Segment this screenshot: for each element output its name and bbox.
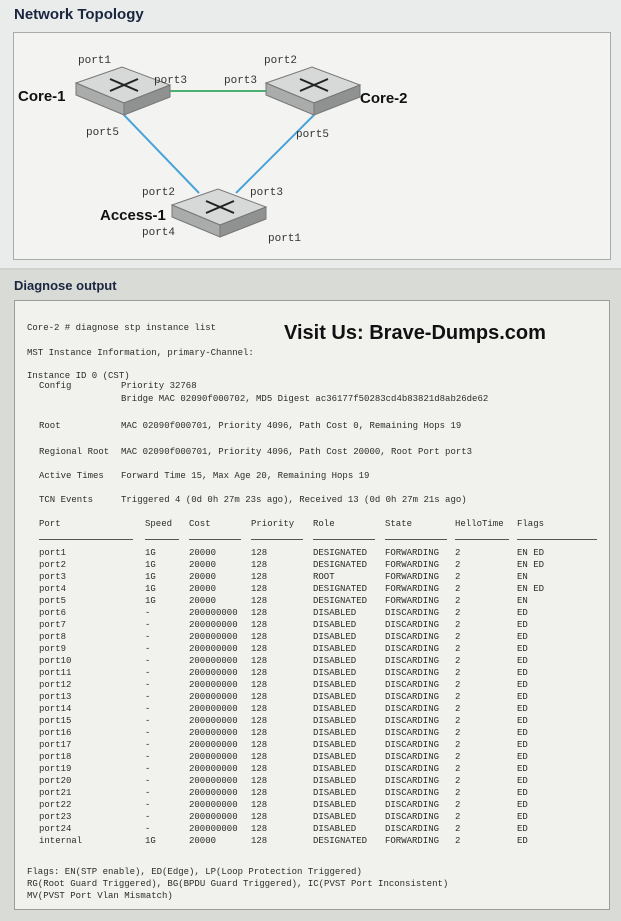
cell-flags: ED [517, 656, 528, 666]
cell-role: DISABLED [313, 776, 357, 786]
cell-hellotime: 2 [455, 704, 461, 714]
cell-cost: 200000000 [189, 704, 238, 714]
cell-priority: 128 [251, 812, 268, 822]
cell-cost: 20000 [189, 548, 217, 558]
cell-hellotime: 2 [455, 572, 461, 582]
cell-priority: 128 [251, 836, 268, 846]
cell-flags: ED [517, 836, 528, 846]
cell-speed: - [145, 800, 151, 810]
cell-state: DISCARDING [385, 812, 440, 822]
cell-hellotime: 2 [455, 776, 461, 786]
cell-flags: EN ED [517, 548, 545, 558]
cell-speed: - [145, 704, 151, 714]
cell-port: port7 [39, 620, 67, 630]
cell-speed: 1G [145, 548, 156, 558]
header-separator [39, 539, 133, 540]
cell-speed: - [145, 620, 151, 630]
cell-priority: 128 [251, 656, 268, 666]
cell-speed: 1G [145, 596, 156, 606]
cell-port: port4 [39, 584, 67, 594]
cell-role: DESIGNATED [313, 560, 368, 570]
cell-cost: 200000000 [189, 692, 238, 702]
cell-flags: ED [517, 728, 528, 738]
cell-flags: ED [517, 644, 528, 654]
table-row [15, 548, 609, 559]
cell-role: DISABLED [313, 800, 357, 810]
cell-cost: 200000000 [189, 812, 238, 822]
cell-state: FORWARDING [385, 560, 440, 570]
cell-port: port13 [39, 692, 72, 702]
cell-cost: 200000000 [189, 728, 238, 738]
header-separator [145, 539, 179, 540]
table-row [15, 572, 609, 583]
cell-flags: ED [517, 824, 528, 834]
cell-priority: 128 [251, 632, 268, 642]
cell-role: DESIGNATED [313, 836, 368, 846]
cell-state: DISCARDING [385, 680, 440, 690]
core2-port5-label: port5 [296, 129, 330, 141]
root-value: MAC 02090f000701, Priority 4096, Path Cost 0, Remaining Hops 19 [121, 421, 462, 431]
cell-state: FORWARDING [385, 572, 440, 582]
cell-flags: ED [517, 752, 528, 762]
header-hellotime: HelloTime [455, 519, 504, 529]
cell-state: DISCARDING [385, 620, 440, 630]
terminal-output [14, 300, 610, 910]
core1-port1-label: port1 [78, 55, 112, 67]
table-row [15, 824, 609, 835]
cell-port: port14 [39, 704, 72, 714]
cell-port: port3 [39, 572, 67, 582]
cell-role: DESIGNATED [313, 596, 368, 606]
cell-flags: EN [517, 596, 528, 606]
cell-priority: 128 [251, 548, 268, 558]
table-row [15, 620, 609, 631]
cell-role: DISABLED [313, 644, 357, 654]
cell-hellotime: 2 [455, 824, 461, 834]
cell-cost: 20000 [189, 596, 217, 606]
cell-port: port1 [39, 548, 67, 558]
tcn-events-label: TCN Events [39, 495, 94, 505]
cell-cost: 200000000 [189, 680, 238, 690]
access1-port4-label: port4 [142, 227, 176, 239]
cell-hellotime: 2 [455, 764, 461, 774]
table-row [15, 800, 609, 811]
cell-port: port8 [39, 632, 67, 642]
cell-port: port5 [39, 596, 67, 606]
cell-state: DISCARDING [385, 692, 440, 702]
cell-flags: EN [517, 572, 528, 582]
cell-speed: 1G [145, 836, 156, 846]
header-separator [385, 539, 447, 540]
watermark-text: Visit Us: Brave-Dumps.com [284, 322, 546, 344]
cell-priority: 128 [251, 596, 268, 606]
header-port: Port [39, 519, 61, 529]
table-row [15, 704, 609, 715]
cell-port: port24 [39, 824, 72, 834]
cell-priority: 128 [251, 788, 268, 798]
mst-info-line: MST Instance Information, primary-Channel: [27, 348, 254, 358]
cell-priority: 128 [251, 668, 268, 678]
cell-flags: ED [517, 668, 528, 678]
cell-cost: 200000000 [189, 716, 238, 726]
core2-switch-icon [266, 67, 360, 115]
table-row [15, 716, 609, 727]
cell-state: FORWARDING [385, 596, 440, 606]
core2-label: Core-2 [360, 90, 408, 107]
cell-role: DISABLED [313, 608, 357, 618]
cell-port: port22 [39, 800, 72, 810]
cell-hellotime: 2 [455, 608, 461, 618]
cell-cost: 200000000 [189, 656, 238, 666]
cell-flags: ED [517, 812, 528, 822]
table-row [15, 812, 609, 823]
header-separator [313, 539, 375, 540]
link-core2-access1 [236, 115, 314, 193]
cell-hellotime: 2 [455, 644, 461, 654]
cell-state: DISCARDING [385, 740, 440, 750]
topology-svg [14, 33, 610, 259]
cell-priority: 128 [251, 560, 268, 570]
cell-role: DISABLED [313, 752, 357, 762]
cell-cost: 200000000 [189, 776, 238, 786]
root-label: Root [39, 421, 61, 431]
cell-cost: 200000000 [189, 764, 238, 774]
diagnose-title: Diagnose output [14, 278, 117, 293]
cell-state: DISCARDING [385, 632, 440, 642]
cell-role: DISABLED [313, 824, 357, 834]
cell-cost: 200000000 [189, 620, 238, 630]
cell-speed: - [145, 752, 151, 762]
cell-flags: ED [517, 692, 528, 702]
cell-cost: 200000000 [189, 752, 238, 762]
header-speed: Speed [145, 519, 173, 529]
access1-port2-label: port2 [142, 187, 176, 199]
header-role: Role [313, 519, 335, 529]
cell-hellotime: 2 [455, 728, 461, 738]
cell-port: port12 [39, 680, 72, 690]
core2-port2-label: port2 [264, 55, 298, 67]
cell-flags: ED [517, 764, 528, 774]
cell-port: port6 [39, 608, 67, 618]
core1-port5-label: port5 [86, 127, 120, 139]
cell-speed: - [145, 728, 151, 738]
cell-port: port20 [39, 776, 72, 786]
cell-speed: - [145, 644, 151, 654]
cell-port: port19 [39, 764, 72, 774]
table-row [15, 608, 609, 619]
cell-cost: 20000 [189, 836, 217, 846]
cell-role: DISABLED [313, 680, 357, 690]
cell-hellotime: 2 [455, 812, 461, 822]
cell-role: DISABLED [313, 740, 357, 750]
cell-flags: ED [517, 776, 528, 786]
cell-hellotime: 2 [455, 632, 461, 642]
cell-role: DISABLED [313, 656, 357, 666]
cell-hellotime: 2 [455, 584, 461, 594]
cell-flags: EN ED [517, 560, 545, 570]
cell-priority: 128 [251, 764, 268, 774]
cell-priority: 128 [251, 752, 268, 762]
cell-role: DISABLED [313, 704, 357, 714]
cell-port: port2 [39, 560, 67, 570]
header-cost: Cost [189, 519, 211, 529]
cell-port: port15 [39, 716, 72, 726]
access1-port1-label: port1 [268, 233, 302, 245]
cell-flags: ED [517, 620, 528, 630]
cell-state: FORWARDING [385, 836, 440, 846]
command-line: Core-2 # diagnose stp instance list [27, 323, 217, 333]
cell-port: port18 [39, 752, 72, 762]
cell-hellotime: 2 [455, 692, 461, 702]
cell-hellotime: 2 [455, 596, 461, 606]
cell-speed: - [145, 764, 151, 774]
cell-state: DISCARDING [385, 788, 440, 798]
diagnose-panel [0, 270, 621, 921]
cell-hellotime: 2 [455, 788, 461, 798]
table-row [15, 764, 609, 775]
table-row [15, 752, 609, 763]
table-row [15, 584, 609, 595]
cell-role: DISABLED [313, 692, 357, 702]
cell-state: DISCARDING [385, 824, 440, 834]
core1-port3-label: port3 [154, 75, 188, 87]
cell-hellotime: 2 [455, 800, 461, 810]
cell-flags: ED [517, 716, 528, 726]
header-state: State [385, 519, 413, 529]
topology-diagram [13, 32, 611, 260]
cell-port: port17 [39, 740, 72, 750]
access1-port3-label: port3 [250, 187, 284, 199]
cell-priority: 128 [251, 644, 268, 654]
cell-state: DISCARDING [385, 764, 440, 774]
cell-cost: 200000000 [189, 788, 238, 798]
cell-state: DISCARDING [385, 776, 440, 786]
cell-speed: - [145, 656, 151, 666]
cell-role: DESIGNATED [313, 548, 368, 558]
table-row [15, 680, 609, 691]
cell-port: internal [39, 836, 83, 846]
cell-priority: 128 [251, 728, 268, 738]
header-separator [189, 539, 241, 540]
table-row [15, 740, 609, 751]
cell-cost: 200000000 [189, 608, 238, 618]
table-row [15, 644, 609, 655]
regional-root-label: Regional Root [39, 447, 110, 457]
cell-role: DISABLED [313, 668, 357, 678]
table-row [15, 656, 609, 667]
cell-priority: 128 [251, 716, 268, 726]
cell-state: DISCARDING [385, 704, 440, 714]
cell-hellotime: 2 [455, 680, 461, 690]
cell-cost: 20000 [189, 572, 217, 582]
cell-priority: 128 [251, 572, 268, 582]
cell-hellotime: 2 [455, 752, 461, 762]
table-row [15, 668, 609, 679]
cell-flags: EN ED [517, 584, 545, 594]
header-priority: Priority [251, 519, 295, 529]
header-flags: Flags [517, 519, 545, 529]
cell-priority: 128 [251, 620, 268, 630]
cell-state: DISCARDING [385, 728, 440, 738]
cell-hellotime: 2 [455, 716, 461, 726]
cell-cost: 200000000 [189, 740, 238, 750]
cell-hellotime: 2 [455, 548, 461, 558]
cell-cost: 200000000 [189, 800, 238, 810]
cell-speed: - [145, 680, 151, 690]
cell-speed: - [145, 740, 151, 750]
cell-priority: 128 [251, 824, 268, 834]
cell-speed: 1G [145, 560, 156, 570]
cell-priority: 128 [251, 740, 268, 750]
cell-cost: 200000000 [189, 632, 238, 642]
cell-state: DISCARDING [385, 752, 440, 762]
cell-cost: 200000000 [189, 824, 238, 834]
cell-speed: - [145, 692, 151, 702]
cell-role: DISABLED [313, 764, 357, 774]
cell-speed: 1G [145, 572, 156, 582]
topology-panel [0, 0, 621, 268]
cell-speed: 1G [145, 584, 156, 594]
cell-priority: 128 [251, 680, 268, 690]
cell-role: DISABLED [313, 812, 357, 822]
cell-speed: - [145, 716, 151, 726]
cell-speed: - [145, 668, 151, 678]
cell-priority: 128 [251, 704, 268, 714]
cell-role: DISABLED [313, 632, 357, 642]
cell-flags: ED [517, 632, 528, 642]
cell-flags: ED [517, 788, 528, 798]
table-row [15, 632, 609, 643]
cell-flags: ED [517, 608, 528, 618]
cell-state: FORWARDING [385, 548, 440, 558]
table-row [15, 728, 609, 739]
flags-legend-2: RG(Root Guard Triggered), BG(BPDU Guard Triggered), IC(PVST Port Inconsistent) [27, 879, 449, 889]
cell-role: DISABLED [313, 620, 357, 630]
cell-priority: 128 [251, 584, 268, 594]
cell-priority: 128 [251, 800, 268, 810]
header-separator [455, 539, 509, 540]
cell-state: FORWARDING [385, 584, 440, 594]
cell-flags: ED [517, 680, 528, 690]
active-times-value: Forward Time 15, Max Age 20, Remaining Hops 19 [121, 471, 370, 481]
cell-flags: ED [517, 704, 528, 714]
cell-port: port16 [39, 728, 72, 738]
cell-hellotime: 2 [455, 836, 461, 846]
cell-speed: - [145, 632, 151, 642]
header-separator [517, 539, 597, 540]
cell-cost: 200000000 [189, 668, 238, 678]
topology-title: Network Topology [14, 6, 144, 23]
cell-hellotime: 2 [455, 668, 461, 678]
cell-port: port9 [39, 644, 67, 654]
table-row [15, 560, 609, 571]
table-row [15, 788, 609, 799]
cell-speed: - [145, 812, 151, 822]
cell-cost: 20000 [189, 584, 217, 594]
cell-port: port21 [39, 788, 72, 798]
tcn-events-value: Triggered 4 (0d 0h 27m 23s ago), Received 13 (0d 0h 27m 21s ago) [121, 495, 467, 505]
cell-cost: 200000000 [189, 644, 238, 654]
instance-line: Instance ID 0 (CST) [27, 371, 130, 381]
cell-state: DISCARDING [385, 800, 440, 810]
flags-legend-1: Flags: EN(STP enable), ED(Edge), LP(Loop Protection Triggered) [27, 867, 362, 877]
cell-role: DISABLED [313, 716, 357, 726]
core1-label: Core-1 [18, 88, 66, 105]
cell-flags: ED [517, 800, 528, 810]
cell-priority: 128 [251, 692, 268, 702]
access1-label: Access-1 [100, 207, 166, 224]
config-bridge: Bridge MAC 02090f000702, MD5 Digest ac36177f50283cd4b83821d8ab26de62 [121, 394, 489, 404]
config-label: Config [39, 381, 72, 391]
cell-role: DISABLED [313, 728, 357, 738]
cell-hellotime: 2 [455, 656, 461, 666]
cell-priority: 128 [251, 776, 268, 786]
cell-priority: 128 [251, 608, 268, 618]
cell-hellotime: 2 [455, 560, 461, 570]
core2-port3-label: port3 [224, 75, 258, 87]
flags-legend-3: MV(PVST Port Vlan Mismatch) [27, 891, 173, 901]
cell-state: DISCARDING [385, 608, 440, 618]
table-row [15, 596, 609, 607]
cell-flags: ED [517, 740, 528, 750]
cell-hellotime: 2 [455, 740, 461, 750]
config-priority: Priority 32768 [121, 381, 197, 391]
cell-port: port11 [39, 668, 72, 678]
cell-state: DISCARDING [385, 644, 440, 654]
cell-state: DISCARDING [385, 656, 440, 666]
cell-speed: - [145, 788, 151, 798]
cell-port: port23 [39, 812, 72, 822]
cell-role: DESIGNATED [313, 584, 368, 594]
cell-port: port10 [39, 656, 72, 666]
cell-state: DISCARDING [385, 668, 440, 678]
cell-speed: - [145, 608, 151, 618]
cell-state: DISCARDING [385, 716, 440, 726]
regional-root-value: MAC 02090f000701, Priority 4096, Path Cost 20000, Root Port port3 [121, 447, 473, 457]
header-separator [251, 539, 303, 540]
table-row [15, 776, 609, 787]
cell-role: ROOT [313, 572, 335, 582]
active-times-label: Active Times [39, 471, 104, 481]
cell-speed: - [145, 824, 151, 834]
cell-speed: - [145, 776, 151, 786]
link-core1-access1 [124, 115, 199, 193]
table-row [15, 836, 609, 847]
cell-cost: 20000 [189, 560, 217, 570]
table-row [15, 692, 609, 703]
cell-role: DISABLED [313, 788, 357, 798]
cell-hellotime: 2 [455, 620, 461, 630]
